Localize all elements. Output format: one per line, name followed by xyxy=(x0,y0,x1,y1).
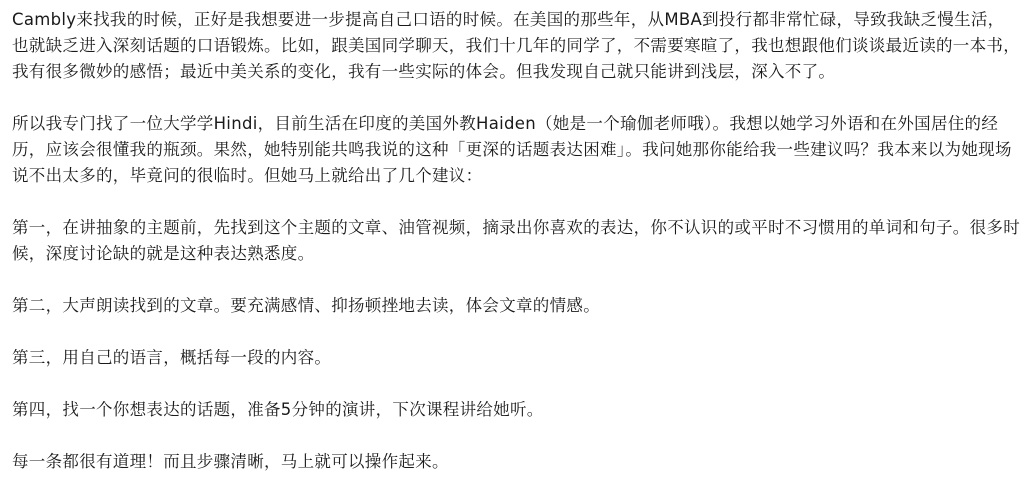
paragraph-teacher: 所以我专门找了一位大学学Hindi，目前生活在印度的美国外教Haiden（她是一个瑜伽老师哦）。我想以她学习外语和在外国居住的经历，应该会很懂我的瓶颈。果然，她特别能共鸣我说的这种「更深的话题表达困难」。我问她那你能给我一些建议吗？我本来以为她现场说不出太多的，毕竟问的很临时。但她马上就给出了几个建议： xyxy=(12,114,1012,185)
paragraph-intro: Cambly来找我的时候，正好是我想要进一步提高自己口语的时候。在美国的那些年，从MBA到投行都非常忙碌，导致我缺乏慢生活，也就缺乏进入深刻话题的口语锻炼。比如，跟美国同学聊天，我们十几年的同学了，不需要寒暄了，我也想跟他们谈谈最近读的一本书，我有很多微妙的感悟；最近中美关系的变化，我有一些实际的体会。但我发现自己就只能讲到浅层，深入不了。 xyxy=(12,10,1020,81)
paragraph-tip-3: 第三，用自己的语言，概括每一段的内容。 xyxy=(12,348,332,367)
paragraph-tip-4: 第四，找一个你想表达的话题，准备5分钟的演讲，下次课程讲给她听。 xyxy=(12,400,544,419)
paragraph-tip-2: 第二，大声朗读找到的文章。要充满感情、抑扬顿挫地去读，体会文章的情感。 xyxy=(12,296,600,315)
paragraph-conclusion: 每一条都很有道理！而且步骤清晰，马上就可以操作起来。 xyxy=(12,452,449,471)
article-body xyxy=(12,7,1020,475)
paragraph-tip-1: 第一，在讲抽象的主题前，先找到这个主题的文章、油管视频，摘录出你喜欢的表达，你不认识的或平时不习惯用的单词和句子。很多时候，深度讨论缺的就是这种表达熟悉度。 xyxy=(12,218,1020,263)
